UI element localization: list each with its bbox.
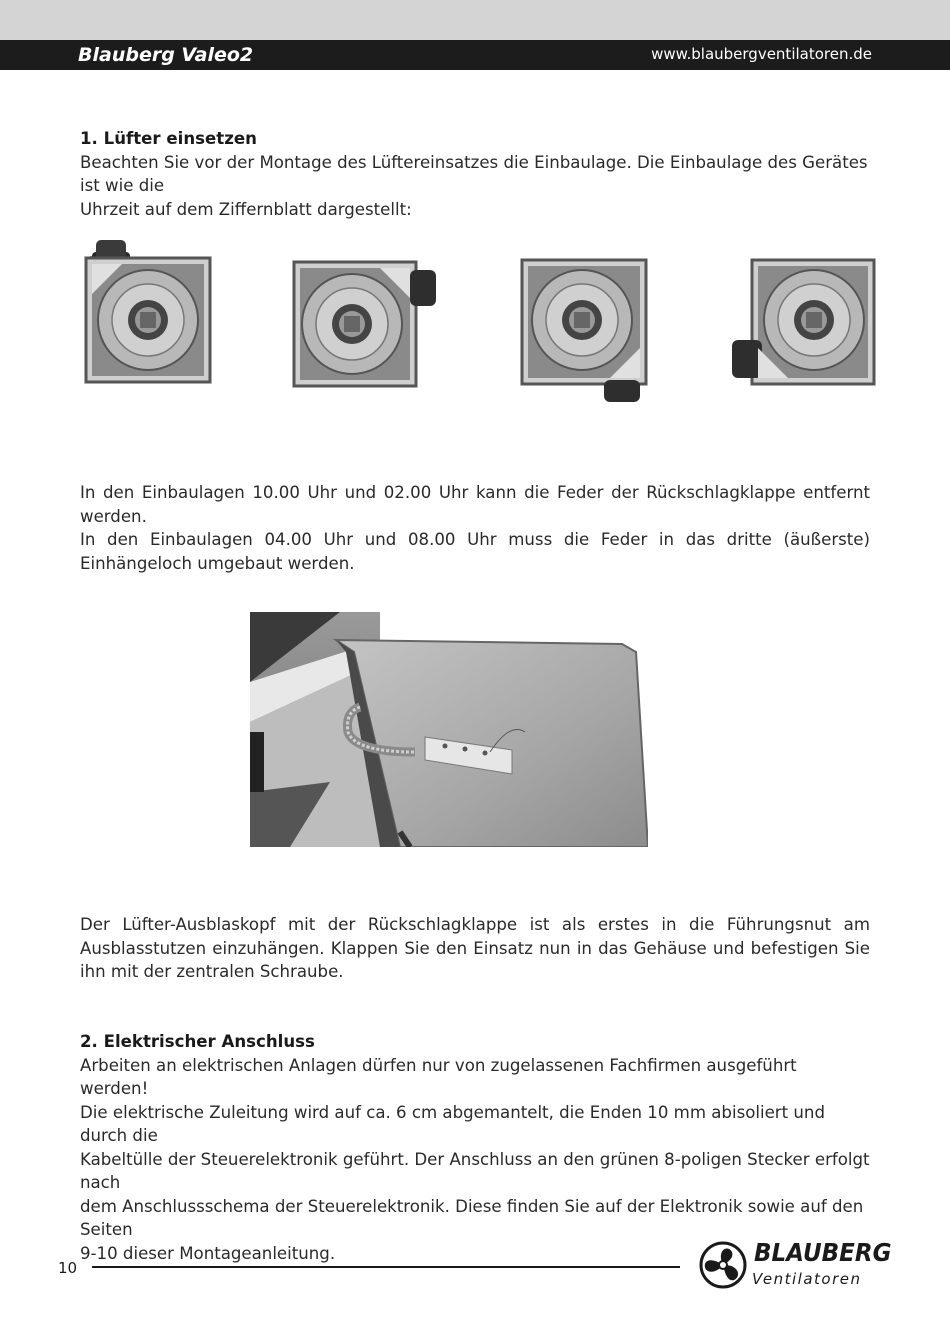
electrical-line-2: Die elektrische Zuleitung wird auf ca. 6 cm abgemantelt, die Enden 10 mm abisoliert und durch die bbox=[80, 1102, 825, 1145]
section-1-intro bbox=[80, 127, 870, 221]
intro-line-2: Uhrzeit auf dem Ziffernblatt dargestellt: bbox=[80, 199, 412, 219]
section-2 bbox=[80, 1030, 870, 1265]
backdraft-damper-photo bbox=[250, 612, 648, 847]
electrical-line-5: 9-10 dieser Montageanleitung. bbox=[80, 1243, 336, 1263]
fan-logo-icon bbox=[698, 1240, 748, 1290]
section-1-heading: 1. Lüfter einsetzen bbox=[80, 129, 257, 148]
website-url[interactable]: www.blaubergventilatoren.de bbox=[651, 45, 872, 63]
positions-line-1: In den Einbaulagen 10.00 Uhr und 02.00 Uhr kann die Feder der Rückschlagklappe entfernt werden. bbox=[80, 483, 870, 526]
intro-line-1: Beachten Sie vor der Montage des Lüftereinsatzes die Einbaulage. Die Einbaulage des Gerätes ist wie die bbox=[80, 152, 868, 195]
positions-line-2: In den Einbaulagen 04.00 Uhr und 08.00 Uhr muss die Feder in das dritte (äußerste) Einhängeloch umgebaut werden. bbox=[80, 530, 870, 573]
positions-text bbox=[80, 481, 870, 575]
fan-position-image-02 bbox=[290, 258, 440, 388]
electrical-line-1: Arbeiten an elektrischen Anlagen dürfen nur von zugelassenen Fachfirmen ausgeführt werden! bbox=[80, 1055, 797, 1098]
blauberg-logo bbox=[698, 1238, 892, 1290]
top-strip bbox=[0, 0, 950, 40]
document-title: Blauberg Valeo2 bbox=[78, 44, 254, 66]
logo-brand-text: BLAUBERG bbox=[754, 1238, 892, 1267]
fan-position-image-04 bbox=[518, 256, 650, 404]
electrical-line-3: Kabeltülle der Steuerelektronik geführt. Der Anschluss an den grünen 8-poligen Stecker erfolgt nach bbox=[80, 1149, 870, 1192]
electrical-line-4: dem Anschlussschema der Steuerelektronik. Diese finden Sie auf der Elektronik sowie auf den Seiten bbox=[80, 1196, 864, 1239]
mount-instructions: Der Lüfter-Ausblaskopf mit der Rückschlagklappe ist als erstes in die Führungsnut am Ausblasstutzen einzuhängen. Klappen Sie den Einsatz nun in das Gehäuse und befestigen Sie ihn mit der zentralen Schraube. bbox=[80, 915, 870, 981]
footer-divider bbox=[92, 1266, 680, 1268]
section-2-heading: 2. Elektrischer Anschluss bbox=[80, 1032, 315, 1051]
fan-position-image-08 bbox=[730, 256, 878, 386]
logo-sub-text: Ventilatoren bbox=[752, 1270, 862, 1288]
page-number: 10 bbox=[58, 1259, 78, 1277]
fan-position-image-10 bbox=[82, 238, 212, 386]
